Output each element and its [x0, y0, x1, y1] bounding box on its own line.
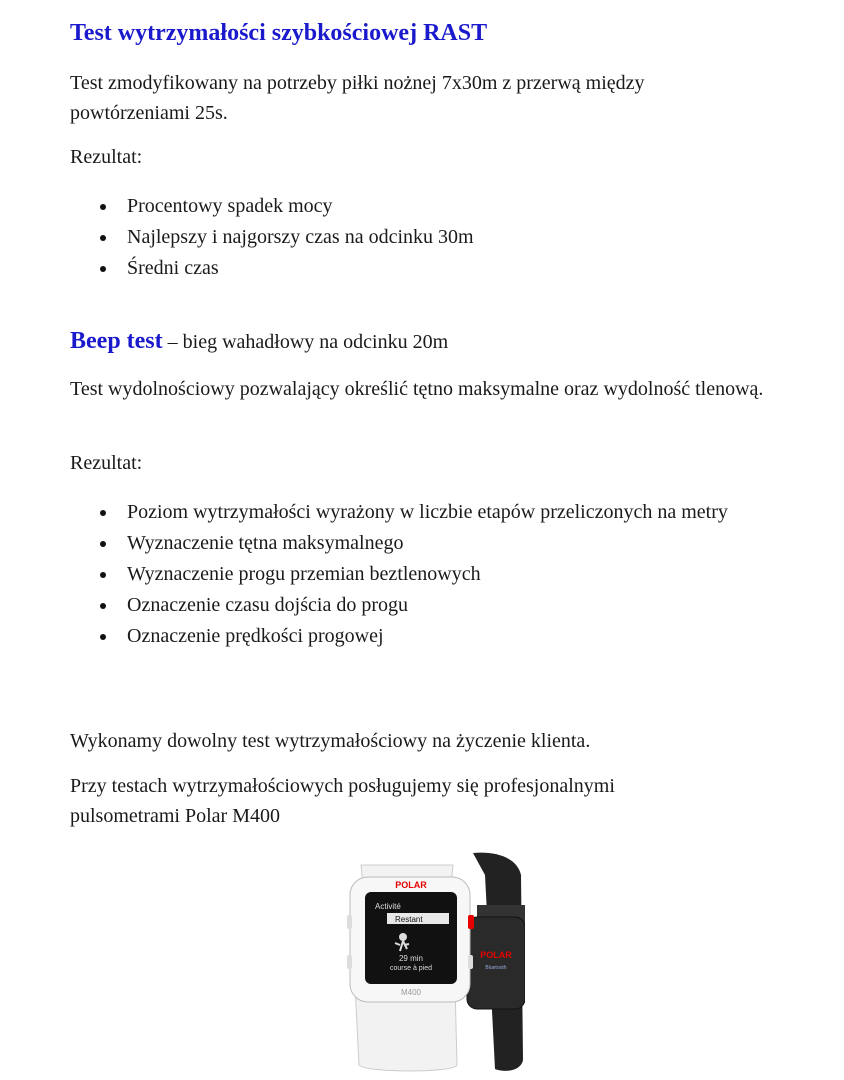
- beep-result-label: Rezultat:: [70, 452, 143, 474]
- watch-screen-line2: Restant: [395, 915, 423, 924]
- list-item: Oznaczenie czasu dojścia do progu: [70, 590, 760, 621]
- list-item: Poziom wytrzymałości wyrażony w liczbie etapów przeliczonych na metry: [70, 497, 760, 528]
- list-item: Najlepszy i najgorszy czas na odcinku 30m: [70, 222, 474, 253]
- watch-screen-line4: course à pied: [389, 965, 433, 972]
- strap-brand-text: POLAR: [480, 950, 512, 960]
- strap-bluetooth-text: Bluetooth: [485, 965, 507, 971]
- watch-brand-text: POLAR: [395, 880, 427, 890]
- closing-paragraph-1: Wykonamy dowolny test wytrzymałościowy na życzenie klienta.: [70, 730, 591, 752]
- beep-heading: [70, 326, 448, 357]
- rast-description: Test zmodyfikowany na potrzeby piłki nożnej 7x30m z przerwą między powtórzeniami 25s.: [70, 72, 645, 124]
- watch-model-text: M400: [400, 988, 422, 997]
- list-item: Procentowy spadek mocy: [70, 191, 474, 222]
- rast-results-list: [70, 191, 474, 284]
- rast-result-label: Rezultat:: [70, 146, 143, 168]
- closing-paragraph-2: Przy testach wytrzymałościowych posługujemy się profesjonalnymi pulsometrami Polar M400: [70, 775, 615, 827]
- polar-watch-illustration: [345, 845, 525, 1075]
- watch-screen-line3: 29 min: [398, 954, 424, 963]
- beep-description: Test wydolnościowy pozwalający określić tętno maksymalne oraz wydolność tlenową.: [70, 378, 764, 400]
- beep-results-list: [70, 497, 760, 652]
- polar-m400-image: [345, 845, 525, 1075]
- watch-screen-line1: Activité: [375, 902, 401, 911]
- list-item: Oznaczenie prędkości progowej: [70, 621, 760, 652]
- beep-subtitle: – bieg wahadłowy na odcinku 20m: [162, 331, 449, 353]
- list-item: Wyznaczenie progu przemian beztlenowych: [70, 559, 760, 590]
- list-item: Wyznaczenie tętna maksymalnego: [70, 528, 760, 559]
- rast-title: Test wytrzymałości szybkościowej RAST: [70, 20, 488, 46]
- beep-title: Beep test: [70, 328, 163, 354]
- list-item: Średni czas: [70, 253, 474, 284]
